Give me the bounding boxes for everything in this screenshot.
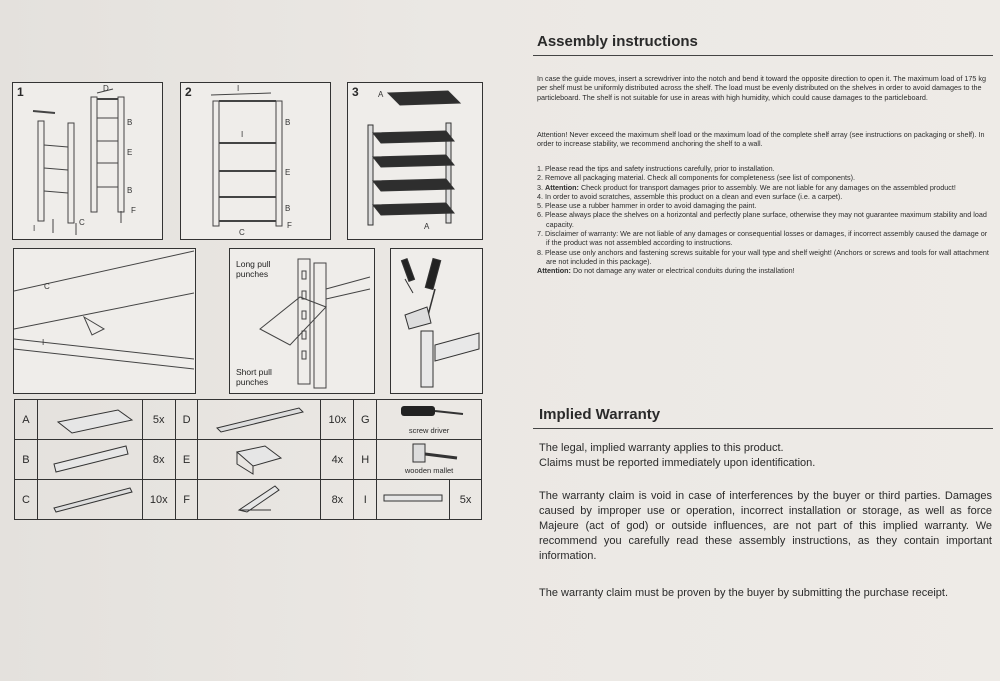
step-1-diagram [12,82,163,240]
part-quantity: 10x [142,480,175,520]
part-letter: F [175,480,198,520]
label-i: I [33,224,36,233]
label-c: C [79,218,85,227]
components-table [14,399,482,520]
list-item: 8. Please use only anchors and fastening screws suitable for your wall type and shelf weight! (Anchors or screws and tools for wall attachment are not included in this package). [537,247,989,266]
pull-punches-diagram [229,248,375,394]
part-e-image [198,440,321,480]
step-2-diagram [180,82,331,240]
list-item: 2. Remove all packaging material. Check all components for completeness (see list of components). [537,173,856,183]
detail-drawing [14,249,194,392]
assembly-steps [537,164,991,276]
warranty-title-rule [533,428,993,429]
assembly-title: Assembly instructions [537,33,698,50]
step-2-drawing [181,83,329,238]
part-letter: E [175,440,198,480]
list-item: 1. Please read the tips and safety instructions carefully, prior to installation. [537,164,775,173]
list-item: 3. Attention: Check product for transport damages prior to assembly. We are not liable for any damages on the assembled product! [537,182,956,192]
label-b: B [127,118,133,127]
part-letter: D [175,400,198,440]
part-a-image [37,400,142,440]
part-quantity: 5x [142,400,175,440]
step-1-number: 1 [17,85,24,99]
label-i: I [237,84,240,93]
list-item: Attention: Do not damage any water or electrical conduits during the installation! [537,266,795,276]
list-item: 6. Please always place the shelves on a horizontal and perfectly plane surface, otherwise they may not guarantee maximum stability and load capacity. [537,210,987,229]
assembly-intro: In case the guide moves, insert a screwdriver into the notch and bend it toward the opposite direction to open it. The maximum load of 175 kg per shelf must be uniformly distributed across the shelf. The load must be evenly distributed on the shelves in order to avoid damages to the particleboard. The shelf is not suitable for use in areas with high humidity, which could cause damages to the particleboard. [537,74,986,102]
warranty-receipt-line: The warranty claim must be proven by the buyer by submitting the purchase receipt. [539,587,949,599]
screwdriver-detail-diagram [390,248,483,394]
punches-drawing [230,249,373,392]
part-d-image [198,400,321,440]
part-quantity: 8x [321,480,354,520]
part-b-image [37,440,142,480]
list-item: 7. Disclaimer of warranty: We are not liable of any damages or consequential losses or damages, if incorrect assembly caused the damage or if the product was not assembled according to instructions. [537,229,988,248]
step-3-diagram [347,82,483,240]
part-quantity: 8x [142,440,175,480]
label-i2: I [241,130,244,139]
label-e: E [285,168,291,177]
assembly-attention: Attention! Never exceed the maximum shelf load or the maximum load of the complete shelf array (see instructions on packaging or shelf). In order to increase stability, we recommend anchoring the shelf to a wall. [537,130,985,149]
part-letter: I [354,480,377,520]
warranty-void-paragraph: The warranty claim is void in case of interferences by the buyer or third parties. Damages caused by improper use or operation, incorrect installation or storage, as well as force Majeure (act of god) or outside influences, are not part of this implied warranty. We recommend you carefully read these assembly instructions, as they contain important information. [539,490,992,562]
part-letter: C [15,480,38,520]
step-3-number: 3 [352,85,359,99]
list-item: 5. Please use a rubber hammer in order to avoid damaging the paint. [537,201,757,211]
label-e: E [127,148,133,157]
label-i: I [42,338,45,347]
warranty-line-1: The legal, implied warranty applies to this product. [539,442,784,454]
short-pull-punches-label: Short pull punches [236,367,272,387]
wooden-mallet-caption: wooden mallet [404,466,454,475]
part-letter: A [15,400,38,440]
warranty-line-2: Claims must be reported immediately upon identification. [539,457,816,469]
long-pull-punches-label: Long pull punches [236,259,271,279]
screwdriver-drawing [391,249,481,392]
table-row [15,400,482,440]
screw-driver-image [377,400,482,440]
label-b2: B [127,186,133,195]
part-quantity: 10x [321,400,354,440]
list-item: 4. In order to avoid scratches, assemble this product on a clean and even surface (i.e. a carpet). [537,191,843,201]
part-letter: B [15,440,38,480]
part-c-image [37,480,142,520]
label-c: C [239,228,245,237]
step-1-drawing [13,83,161,238]
label-a2: A [424,222,430,231]
label-c: C [44,282,50,291]
step-2-number: 2 [185,85,192,99]
warranty-title: Implied Warranty [539,406,661,423]
part-quantity: 4x [321,440,354,480]
part-quantity: 5x [450,480,482,520]
label-f: F [287,221,292,230]
step-3-drawing [348,83,481,238]
part-letter: G [354,400,377,440]
label-d: D [103,84,109,93]
part-letter: H [354,440,377,480]
label-a: A [378,90,384,99]
table-row [15,440,482,480]
label-b2: B [285,204,291,213]
part-i-image [377,480,450,520]
screw-driver-caption: screw driver [408,426,450,435]
table-row [15,480,482,520]
detail-connection-diagram [13,248,196,394]
wooden-mallet-image [377,440,482,480]
assembly-title-rule [533,55,993,56]
part-f-image [198,480,321,520]
label-f: F [131,206,136,215]
label-b: B [285,118,291,127]
